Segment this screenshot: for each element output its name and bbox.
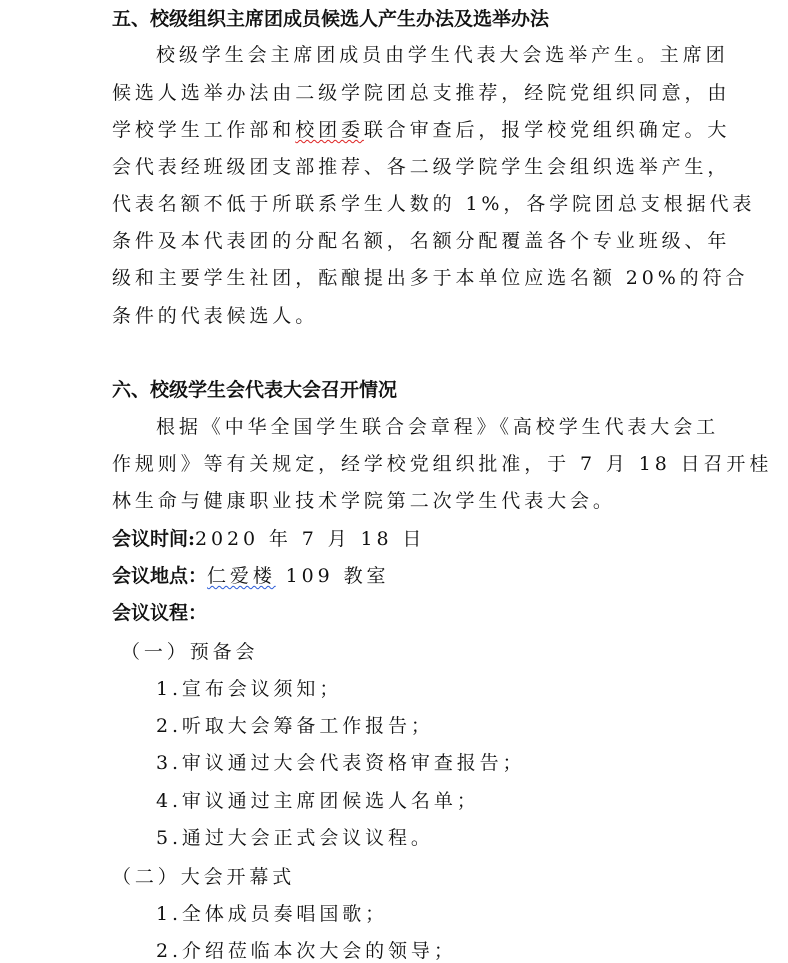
paragraph-line: 条件的代表候选人。 xyxy=(112,305,319,327)
paragraph-line: 候选人选举办法由二级学院团总支推荐，经院党组织同意，由 xyxy=(112,82,731,104)
meeting-time-value: 2020 年 7 月 18 日 xyxy=(195,528,426,550)
agenda-item: 2.听取大会筹备工作报告； xyxy=(156,715,434,737)
paragraph-line xyxy=(112,118,730,142)
agenda-item: 5.通过大会正式会议议程。 xyxy=(156,827,434,849)
spellcheck-underlined-text: 校团委 xyxy=(295,119,364,141)
paragraph-line: 级和主要学生社团，酝酿提出多于本单位应选名额 20%的符合 xyxy=(112,267,749,289)
meeting-place-room: 109 教室 xyxy=(275,565,390,587)
paragraph-line: 根据《中华全国学生联合会章程》《高校学生代表大会工 xyxy=(156,416,720,438)
paragraph-line: 条件及本代表团的分配名额，名额分配覆盖各个专业班级、年 xyxy=(112,230,731,252)
paragraph-text: 学校学生工作部和 xyxy=(112,119,296,141)
paragraph-text: 联合审查后，报学校党组织确定。大 xyxy=(363,119,731,141)
paragraph-line: 林生命与健康职业技术学院第二次学生代表大会。 xyxy=(112,490,616,512)
agenda-item: 2.介绍莅临本次大会的领导； xyxy=(156,940,457,962)
agenda-item: 3.审议通过大会代表资格审查报告； xyxy=(156,752,526,774)
section-5-heading: 五、校级组织主席团成员候选人产生办法及选举办法 xyxy=(112,8,550,30)
agenda-item: 1.全体成员奏唱国歌； xyxy=(156,903,389,925)
agenda-section-title: （二）大会开幕式 xyxy=(112,866,296,888)
section-6-heading: 六、校级学生会代表大会召开情况 xyxy=(112,379,398,401)
meeting-time xyxy=(112,527,425,551)
meeting-place-building: 仁爱楼 xyxy=(207,565,276,587)
paragraph-line: 校级学生会主席团成员由学生代表大会选举产生。主席团 xyxy=(156,44,729,66)
meeting-place xyxy=(112,564,389,588)
paragraph-line: 代表名额不低于所联系学生人数的 1%，各学院团总支根据代表 xyxy=(112,193,756,215)
meeting-time-label: 会议时间: xyxy=(112,528,196,550)
agenda-item: 1.宣布会议须知； xyxy=(156,678,343,700)
agenda-section-title: （一）预备会 xyxy=(121,641,259,663)
paragraph-line: 会代表经班级团支部推荐、各二级学院学生会组织选举产生， xyxy=(112,156,731,178)
agenda-label: 会议议程： xyxy=(112,602,208,624)
agenda-item: 4.审议通过主席团候选人名单； xyxy=(156,790,480,812)
paragraph-line: 作规则》等有关规定，经学校党组织批准，于 7 月 18 日召开桂 xyxy=(112,453,773,475)
meeting-place-label: 会议地点： xyxy=(112,565,208,587)
